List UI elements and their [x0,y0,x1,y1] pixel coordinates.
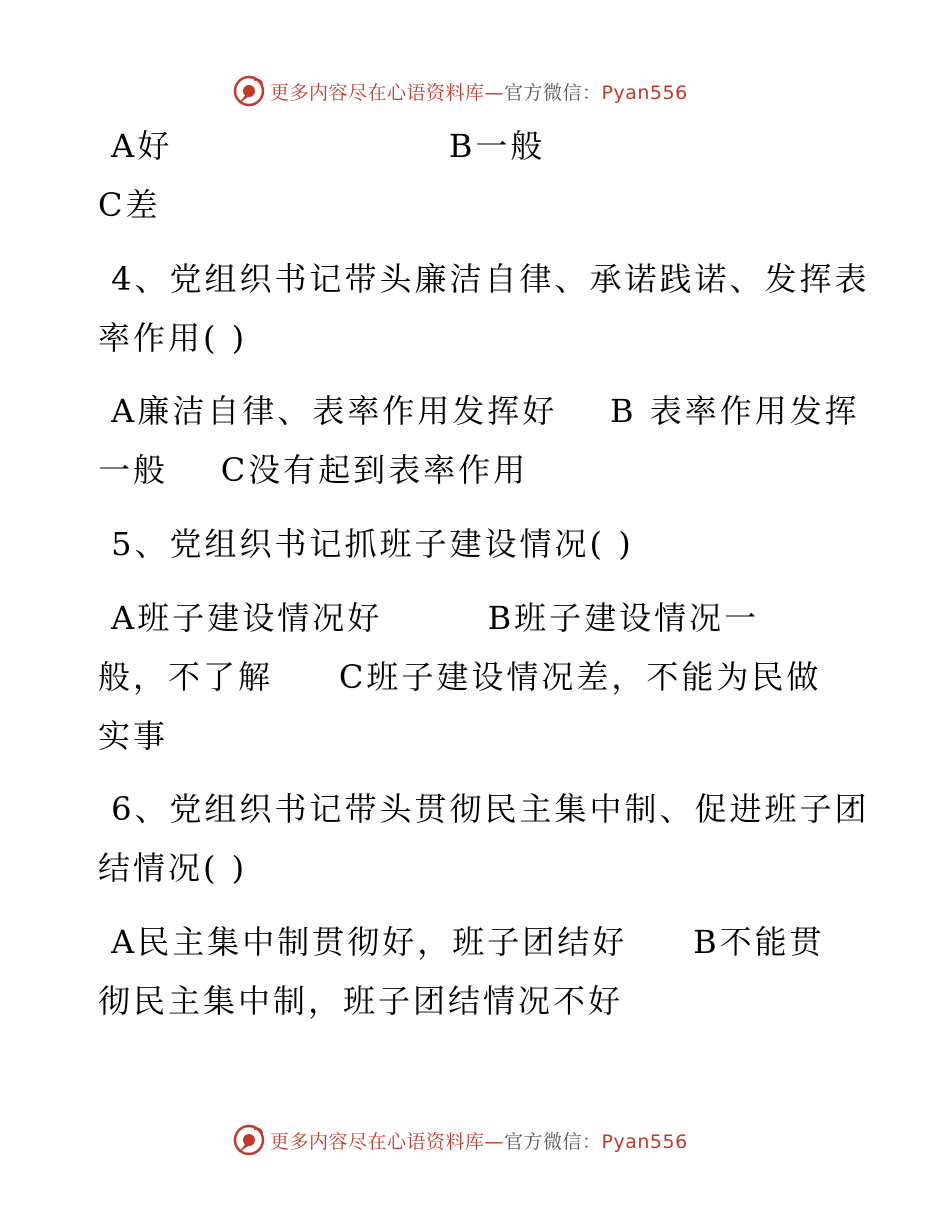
question-4-line-2: 率作用( ) [98,319,248,357]
option-line-q3: A好 B一般 [98,127,546,165]
question-6-options-line-1: A民主集中制贯彻好，班子团结好 B不能贯 [98,923,825,961]
question-6-options-line-2: 彻民主集中制，班子团结情况不好 [98,982,624,1020]
pen-logo-icon [232,1123,266,1157]
question-5-options-line-3: 实事 [98,717,169,755]
watermark-text: 更多内容尽在心语资料库—官方微信：Pyan556 [270,81,688,104]
question-4-line-1: 4、党组织书记带头廉洁自律、承诺践诺、发挥表 [98,260,870,298]
question-6-line-2: 结情况( ) [98,849,248,887]
question-5-line-1: 5、党组织书记抓班子建设情况( ) [98,525,634,563]
watermark-footer [232,1120,688,1160]
pen-logo-icon [232,74,266,108]
watermark-header [232,71,688,111]
question-6-line-1: 6、党组织书记带头贯彻民主集中制、促进班子团 [98,790,870,828]
question-5-options-line-1: A班子建设情况好 B班子建设情况一 [98,599,760,637]
question-4-options-line-1: A廉洁自律、表率作用发挥好 B 表率作用发挥 [98,392,860,430]
watermark-text: 更多内容尽在心语资料库—官方微信：Pyan556 [270,1130,688,1153]
question-5-options-line-2: 般，不了解 C班子建设情况差，不能为民做 [98,658,822,696]
question-4-options-line-2: 一般 C没有起到表率作用 [98,451,529,489]
option-line-q3-c: C差 [98,186,161,224]
